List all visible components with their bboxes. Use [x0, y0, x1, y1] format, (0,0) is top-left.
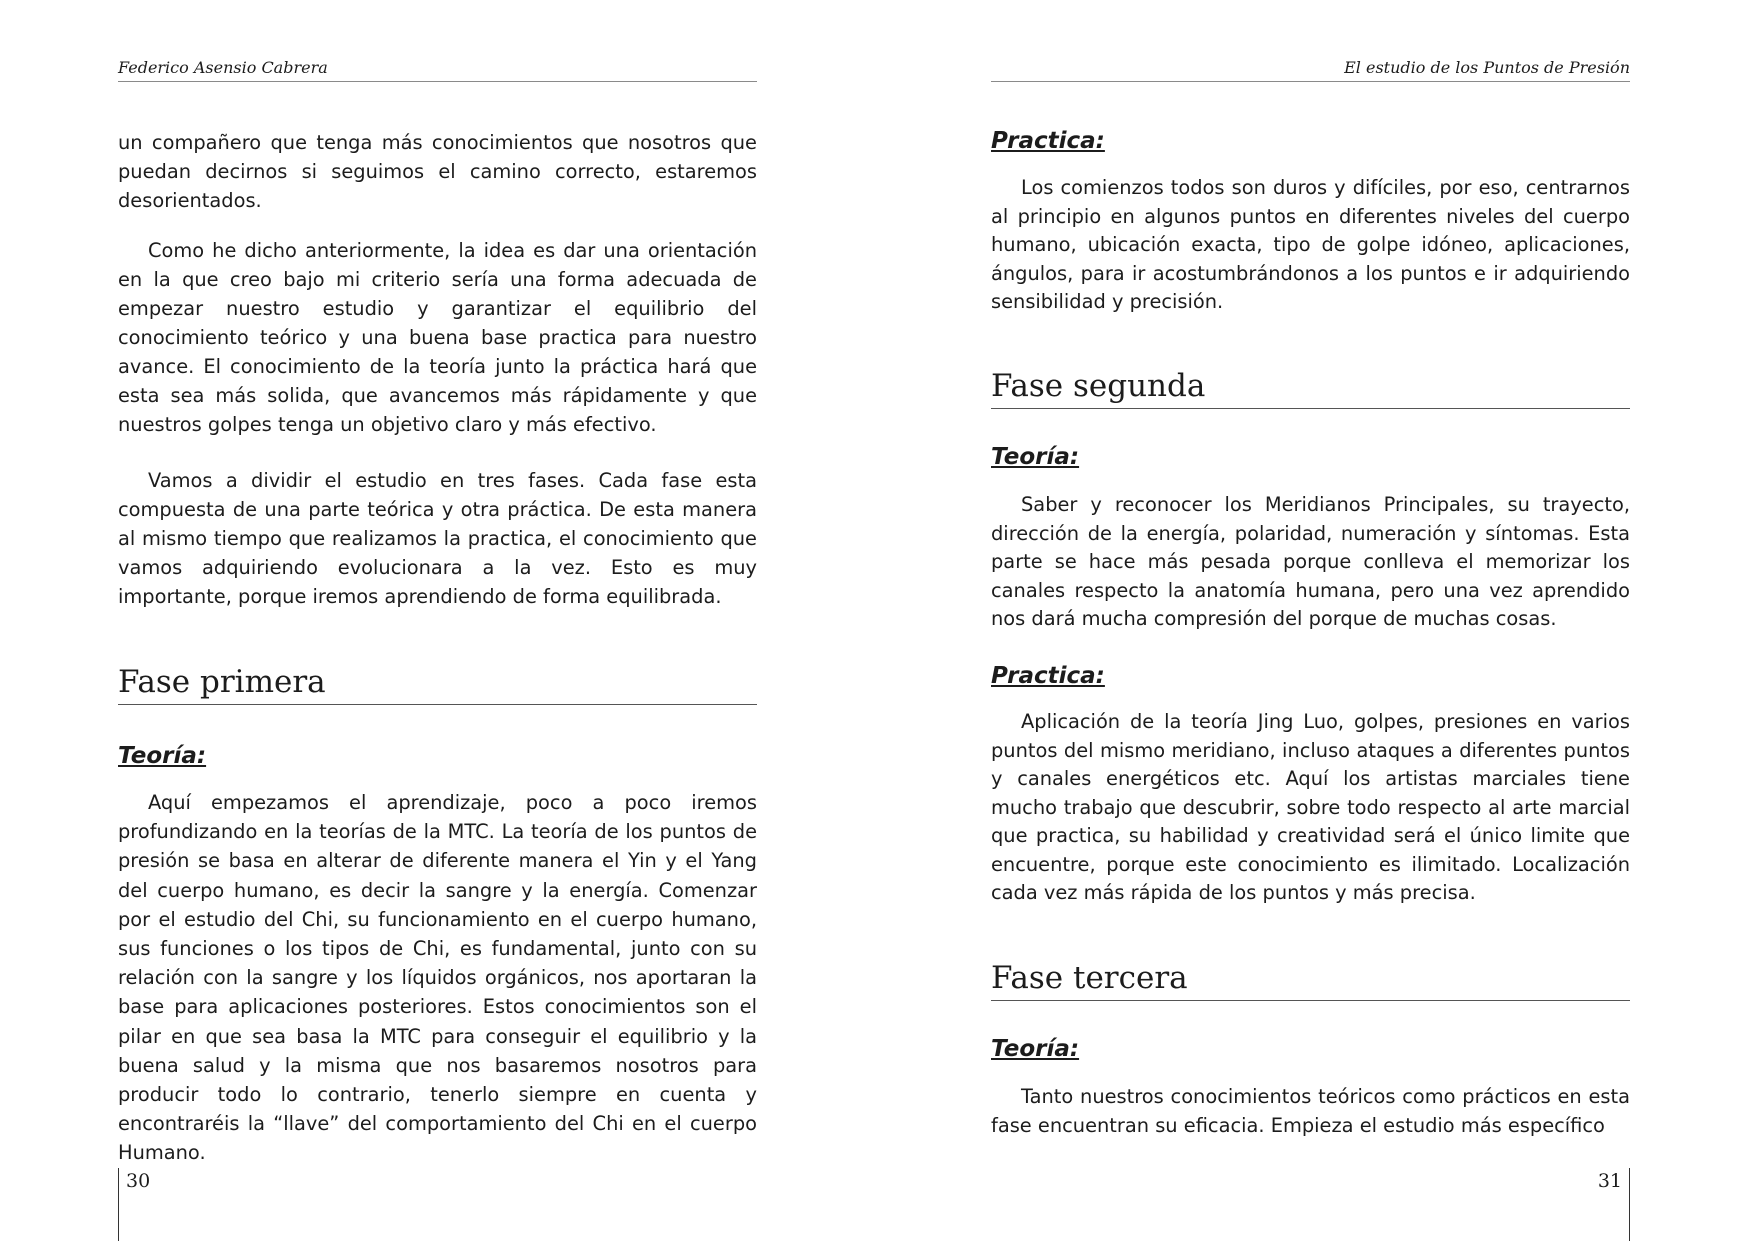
- page-number: 30: [126, 1170, 151, 1192]
- phase-two-practice-heading: Practica:: [991, 663, 1105, 689]
- footer-rule: [1629, 1168, 1630, 1241]
- left-page: [118, 0, 757, 1241]
- phase-two-theory-text: Saber y reconocer los Meridianos Principales, su trayecto, dirección de la energía, polaridad, numeración y síntomas. Esta parte se hace más pesada porque conlleva el memorizar los canales respecto la anatomía humana, pero una vez aprendido nos dará mucha compresión del porque de muchas cosas.: [991, 493, 1630, 630]
- phase-two-practice-text: Aplicación de la teoría Jing Luo, golpes, presiones en varios puntos del mismo meridiano, incluso ataques a diferentes puntos y canales energéticos etc. Aquí los artistas marciales tiene mucho trabajo que descubrir, sobre todo respecto al arte marcial que practica, su habilidad y creatividad será el único limite que encuentre, porque este conocimiento es ilimitado. Localización cada vez más rápida de los puntos y más precisa.: [991, 710, 1630, 904]
- phase-three-title: Fase tercera: [991, 958, 1630, 1001]
- phase-three-theory-text: Tanto nuestros conocimientos teóricos como prácticos en esta fase encuentran su eficacia. Empieza el estudio más específico: [991, 1085, 1630, 1137]
- paragraph-orientation: Como he dicho anteriormente, la idea es dar una orientación en la que creo bajo mi criterio sería una forma adecuada de empezar nuestro estudio y garantizar el equilibrio del conocimiento teórico y una buena base practica para nuestro avance. El conocimiento de la teoría junto la práctica hará que esta sea más solida, que avancemos más rápidamente y que nuestros golpes tenga un objetivo claro y más efectivo.: [118, 239, 757, 436]
- paragraph-continuation: un compañero que tenga más conocimientos que nosotros que puedan decirnos si seguimos el camino correcto, estaremos desorientados.: [118, 131, 757, 212]
- phase-one-practice-heading: Practica:: [991, 128, 1105, 154]
- phase-one-theory-heading: Teoría:: [118, 743, 207, 769]
- phase-two-title: Fase segunda: [991, 366, 1630, 409]
- phase-three-theory-heading: Teoría:: [991, 1036, 1080, 1062]
- phase-two-theory-heading: Teoría:: [991, 444, 1080, 470]
- running-head-title: El estudio de los Puntos de Presión: [991, 58, 1630, 82]
- footer-rule: [118, 1168, 119, 1241]
- phase-one-title: Fase primera: [118, 662, 757, 705]
- running-head-author: Federico Asensio Cabrera: [118, 58, 757, 82]
- phase-one-theory-text: Aquí empezamos el aprendizaje, poco a poco iremos profundizando en la teorías de la MTC. La teoría de los puntos de presión se basa en alterar de diferente manera el Yin y el Yang del cuerpo humano, es decir la sangre y la energía. Comenzar por el estudio del Chi, su funcionamiento en el cuerpo humano, sus funciones o los tipos de Chi, es fundamental, junto con su relación con la sangre y los líquidos orgánicos, nos aportaran la base para aplicaciones posteriores. Estos conocimientos son el pilar en que sea basa la MTC para conseguir el equilibrio y la buena salud y la misma que nos basaremos nosotros para producir todo lo contrario, tenerlo siempre en cuenta y encontraréis la “llave” del comportamiento del Chi en el cuerpo Humano.: [118, 791, 757, 1165]
- paragraph-three-phases: Vamos a dividir el estudio en tres fases. Cada fase esta compuesta de una parte teórica y otra práctica. De esta manera al mismo tiempo que realizamos la practica, el conocimiento que vamos adquiriendo evolucionara a la vez. Esto es muy importante, porque iremos aprendiendo de forma equilibrada.: [118, 469, 757, 608]
- phase-one-practice-text: Los comienzos todos son duros y difíciles, por eso, centrarnos al principio en algunos puntos en diferentes niveles del cuerpo humano, ubicación exacta, tipo de golpe idóneo, aplicaciones, ángulos, para ir acostumbrándonos a los puntos e ir adquiriendo sensibilidad y precisión.: [991, 176, 1630, 313]
- page-number: 31: [1597, 1170, 1622, 1192]
- right-page: [991, 0, 1630, 1241]
